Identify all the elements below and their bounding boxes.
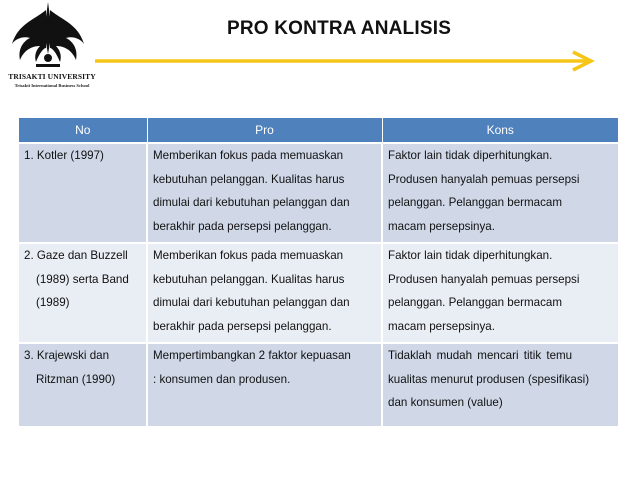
cell-line: Mempertimbangkan 2 faktor kepuasan: [153, 349, 351, 362]
column-header-kons: Kons: [382, 118, 618, 143]
table-header-row: [19, 118, 618, 143]
trisakti-emblem-icon: [10, 2, 86, 72]
column-header-no: No: [19, 118, 147, 143]
table-row: [19, 243, 618, 343]
cell-no: [19, 243, 147, 343]
cell-line: kualitas menurut produsen (spesifikasi): [388, 372, 590, 386]
cell-line: berakhir pada persepsi pelanggan.: [153, 219, 332, 233]
cell-no: [19, 343, 147, 426]
column-header-pro: Pro: [147, 118, 382, 143]
cell-line: dimulai dari kebutuhan pelanggan dan: [153, 296, 350, 309]
table-row: [19, 143, 618, 243]
cell-line: dimulai dari kebutuhan pelanggan dan: [153, 196, 350, 209]
cell-line: pelanggan. Pelanggan bermacam: [388, 196, 563, 209]
cell-line: Memberikan fokus pada memuaskan: [153, 249, 344, 262]
cell-kons: [382, 343, 618, 426]
page-title: PRO KONTRA ANALISIS: [227, 18, 452, 39]
cell-line: (1989) serta Band: [36, 272, 129, 286]
trisakti-logo: [6, 2, 96, 94]
cell-kons: [382, 143, 618, 243]
university-name: TRISAKTI UNIVERSITY: [8, 72, 96, 81]
school-name: Trisakti International Business School: [14, 83, 90, 88]
cell-line: Produsen hanyalah pemuas persepsi: [388, 172, 580, 186]
cell-line: berakhir pada persepsi pelanggan.: [153, 319, 332, 333]
cell-line: 3. Krajewski dan: [24, 349, 110, 362]
cell-line: (1989): [36, 296, 70, 309]
cell-line: Faktor lain tidak diperhitungkan.: [388, 249, 553, 262]
cell-line: Tidaklah mudah mencari titik temu: [388, 349, 573, 362]
cell-kons: [382, 243, 618, 343]
cell-line: : konsumen dan produsen.: [153, 372, 291, 386]
cell-line: Memberikan fokus pada memuaskan: [153, 149, 344, 162]
cell-line: dan konsumen (value): [388, 396, 503, 409]
cell-line: Ritzman (1990): [36, 372, 116, 386]
cell-line: 2. Gaze dan Buzzell: [24, 249, 128, 262]
cell-line: Faktor lain tidak diperhitungkan.: [388, 149, 553, 162]
pro-kontra-table: [19, 118, 618, 426]
cell-no: [19, 143, 147, 243]
cell-line: kebutuhan pelanggan. Kualitas harus: [153, 272, 345, 286]
cell-line: pelanggan. Pelanggan bermacam: [388, 296, 563, 309]
cell-line: macam persepsinya.: [388, 319, 495, 333]
arrow-right-icon: [95, 50, 601, 72]
cell-line: 1. Kotler (1997): [24, 149, 104, 162]
cell-pro: [147, 343, 382, 426]
cell-line: kebutuhan pelanggan. Kualitas harus: [153, 172, 345, 186]
table-row: [19, 343, 618, 426]
cell-pro: [147, 143, 382, 243]
cell-line: macam persepsinya.: [388, 219, 495, 233]
cell-line: Produsen hanyalah pemuas persepsi: [388, 272, 580, 286]
cell-pro: [147, 243, 382, 343]
